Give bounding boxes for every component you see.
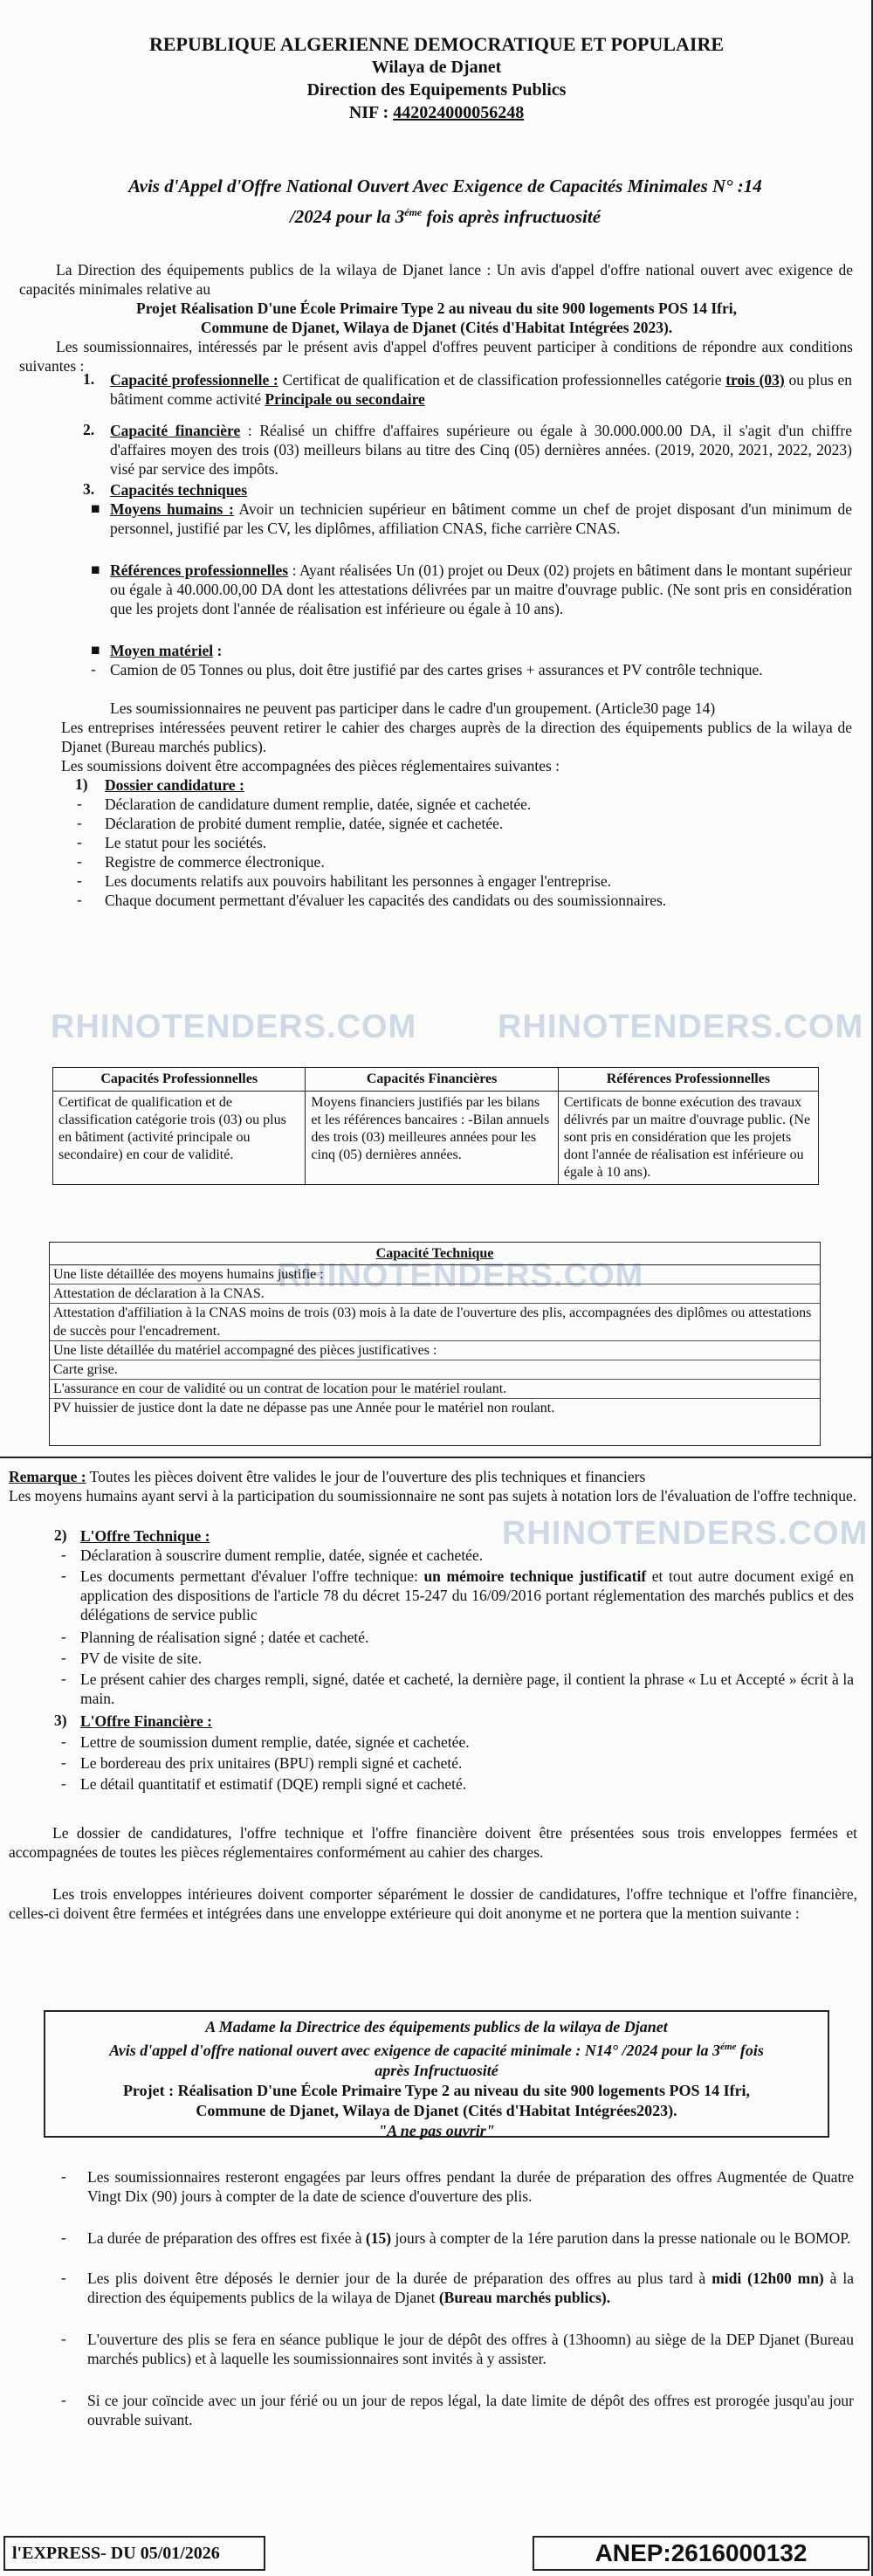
table-header: Capacités Professionnelles <box>53 1068 306 1092</box>
dash-icon: - <box>77 833 82 851</box>
capacite-technique-row: Attestation d'affiliation à la CNAS moins de trois (03) mois à la date de l'ouverture des plis, accompagnées des diplômes ou attestations de succès pour l'encadrement. <box>50 1304 820 1341</box>
project-title-line2: Commune de Djanet, Wilaya de Djanet (Cités d'Habitat Intégrées 2023). <box>200 319 673 336</box>
dash-icon: - <box>61 1628 66 1645</box>
newspaper-reference: l'EXPRESS- DU 05/01/2026 <box>3 2536 265 2571</box>
dash-icon: - <box>61 1567 66 1584</box>
dash-icon: - <box>61 2330 66 2347</box>
offre-technique-number: 2) <box>54 1526 67 1544</box>
mention-line: Projet : Réalisation D'une École Primaire Type 2 au niveau du site 900 logements POS 14 Ifri, <box>122 2082 751 2099</box>
condition-3-title: Capacités techniques <box>110 481 248 499</box>
offre-technique-item: PV de visite de site. <box>80 1650 203 1667</box>
table-header: Références Professionnelles <box>558 1068 818 1092</box>
dash-icon: - <box>91 660 96 678</box>
enveloppes-paragraph-2: Les trois enveloppes intérieures doivent comporter séparément le dossier de candidatures, l'offre technique et l'offre financière, celles-ci doivent être fermées et intégrées dans une enveloppe extérieure qui doit anonyme et ne portera que la mention suivante : <box>9 1885 857 1922</box>
offre-financiere-number: 3) <box>54 1712 67 1729</box>
mention-line: A Madame la Directrice des équipements publics de la wilaya de Djanet <box>205 2018 668 2035</box>
anep-reference: ANEP:2616000132 <box>533 2536 870 2571</box>
nif-value: 442024000056248 <box>393 103 525 122</box>
mention-line: "A ne pas ouvrir" <box>378 2122 495 2139</box>
final-item: Les plis doivent être déposés le dernier jour de la durée de préparation des offres au plus tard à midi (12h00 mn) à la direction des équipements publics de la wilaya de Djanet (Bureau marchés publics). <box>87 2269 854 2306</box>
wilaya-name: Wilaya de Djanet <box>371 58 502 77</box>
offre-financiere-item: Le détail quantitatif et estimatif (DQE) rempli signé et cacheté. <box>80 1775 467 1793</box>
dash-icon: - <box>61 1546 66 1563</box>
watermark: RHINOTENDERS.COM <box>498 1009 864 1045</box>
dossier-number: 1) <box>75 775 88 793</box>
moyen-materiel-title: Moyen matériel : <box>110 642 223 659</box>
condition-1-number: 1. <box>83 370 95 388</box>
dash-icon: - <box>61 2167 66 2185</box>
retrait-note: Les entreprises intéressées peuvent retirer le cahier des charges auprès de la direction des équipements publics de la wilaya de Djanet (Bureau marchés publics). <box>61 719 852 755</box>
capacite-technique-row: PV huissier de justice dont la date ne dépasse pas une Année pour le matériel non roulant. <box>53 1401 555 1415</box>
avis-title-line2: /2024 pour la $3^{éme}$ fois après infructuosité <box>289 206 601 227</box>
remarque: Remarque : Toutes les pièces doivent être valides le jour de l'ouverture des plis techniques et financiers <box>9 1468 646 1485</box>
intro-paragraph: La Direction des équipements publics de la wilaya de Djanet lance : Un avis d'appel d'offre national ouvert avec exigence de capacités minimales relative au <box>19 261 853 298</box>
offre-technique-item: Déclaration à souscrire dument remplie, datée, signée et cachetée. <box>80 1546 484 1564</box>
dash-icon: - <box>61 1670 66 1687</box>
bullet-icon: ■ <box>91 561 100 578</box>
condition-1: Capacité professionnelle : Certificat de qualification et de classification professionnelles catégorie trois (03) ou plus en bâtiment comme activité Principale ou secondaire <box>110 371 852 408</box>
watermark: RHINOTENDERS.COM <box>278 1257 644 1294</box>
final-item: Si ce jour coïncide avec un jour férié ou un jour de repos légal, la date limite de dépôt des offres est prorogée jusqu'au jour ouvrable suivant. <box>87 2392 854 2428</box>
enveloppe-mention-box <box>44 2010 829 2138</box>
final-item: Les soumissionnaires resteront engagées par leurs offres pendant la durée de préparation des offres Augmentée de Quatre Vingt Dix (90) jours à compter de la date de science d'ouverture des plis. <box>87 2168 854 2205</box>
dossier-item: Déclaration de candidature dument remplie, datée, signée et cachetée. <box>105 796 532 813</box>
final-item: L'ouverture des plis se fera en séance publique le jour de dépôt des offres à (13hoomn) au siège de la DEP Djanet (Bureau marchés publics) et à laquelle les soumissionnaires sont invités à y assister. <box>87 2331 854 2367</box>
condition-2-number: 2. <box>83 421 95 438</box>
nif-line <box>0 101 873 124</box>
offre-technique-item: Planning de réalisation signé ; datée et cacheté. <box>80 1629 369 1646</box>
dossier-item: Chaque document permettant d'évaluer les capacités des candidats ou des soumissionnaires. <box>105 892 667 909</box>
table-row <box>53 1092 819 1185</box>
moyen-materiel-text: Camion de 05 Tonnes ou plus, doit être justifié par des cartes grises + assurances et PV contrôle technique. <box>110 661 763 678</box>
dossier-item: Registre de commerce électronique. <box>105 853 325 871</box>
capacite-technique-title: Capacité Technique <box>50 1243 820 1265</box>
watermark: RHINOTENDERS.COM <box>502 1515 869 1552</box>
capacite-technique-row: Une liste détaillée du matériel accompagné des pièces justificatives : <box>50 1341 820 1360</box>
enveloppes-paragraph-1: Le dossier de candidatures, l'offre technique et l'offre financière doivent être présentées sous trois enveloppes fermées et accompagnées de toutes les pièces réglementaires conformément au cahier des charges. <box>9 1824 857 1861</box>
nif-label: NIF : <box>348 103 394 122</box>
dash-icon: - <box>61 2269 66 2286</box>
project-title-line1: Projet Réalisation D'une École Primaire Type 2 au niveau du site 900 logements POS 14 Ifri, <box>136 300 737 317</box>
table-header: Capacités Financières <box>306 1068 558 1092</box>
watermark: RHINOTENDERS.COM <box>51 1009 417 1045</box>
avis-title-line1: Avis d'Appel d'Offre National Ouvert Avec Exigence de Capacités Minimales N° :14 <box>128 176 762 196</box>
references-professionnelles: Références professionnelles : Ayant réalisées Un (01) projet ou Deux (02) projets en bâtiment dans le montant supérieur ou égale à 40.000.00,00 DA dont les attestations délivrées par un maitre d'ouvrage public. (Ne sont pris en considération que les projets dont l'année de réalisation est inférieure ou égale à 10 ans). <box>110 561 853 617</box>
table-header-row <box>53 1068 819 1092</box>
direction-name: Direction des Equipements Publics <box>306 80 567 100</box>
offre-technique-title: L'Offre Technique : <box>80 1527 210 1545</box>
table-cell: Certificat de qualification et de classification catégorie trois (03) ou plus en bâtiment (activité principale ou secondaire) en cour de validité. <box>53 1092 306 1185</box>
dossier-item: Les documents relatifs aux pouvoirs habilitant les personnes à engager l'entreprise. <box>105 872 611 890</box>
condition-3-number: 3. <box>83 480 95 498</box>
capacite-technique-row: L'assurance en cour de validité ou un contrat de location pour le matériel roulant. <box>50 1380 820 1399</box>
dash-icon: - <box>77 795 82 812</box>
capacite-technique-row: Carte grise. <box>50 1360 820 1380</box>
capacite-technique-box <box>49 1242 821 1446</box>
mention-line: Avis d'appel d'offre national ouvert avec exigence de capacité minimale : N14° /2024 pour la $3^{éme}$ fois <box>109 2042 764 2059</box>
dash-icon: - <box>77 852 82 870</box>
dossier-item: Déclaration de probité dument remplie, datée, signée et cachetée. <box>105 815 504 832</box>
table-cell: Moyens financiers justifiés par les bilans et les références bancaires : -Bilan annuels des trois (03) meilleures années pour les cinq (05) dernières années. <box>306 1092 558 1185</box>
republic-title: REPUBLIQUE ALGERIENNE DEMOCRATIQUE ET POPULAIRE <box>148 33 725 55</box>
offre-financiere-title: L'Offre Financière : <box>80 1712 212 1730</box>
dash-icon: - <box>77 814 82 831</box>
dossier-item: Le statut pour les sociétés. <box>105 834 267 851</box>
bullet-icon: ■ <box>91 641 100 658</box>
dash-icon: - <box>61 1774 66 1792</box>
groupement-note: Les soumissionnaires ne peuvent pas participer dans le cadre d'un groupement. (Article30 page 14) <box>110 699 716 717</box>
offre-technique-item: Le présent cahier des charges rempli, signé, datée et cacheté, la dernière page, il contient la phrase « Lu et Accepté » écrit à la main. <box>80 1670 854 1707</box>
mention-line: Commune de Djanet, Wilaya de Djanet (Cités d'Habitat Intégrées2023). <box>196 2102 677 2119</box>
dossier-title: Dossier candidature : <box>105 776 244 794</box>
dash-icon: - <box>61 2391 66 2408</box>
pieces-intro: Les soumissions doivent être accompagnées des pièces réglementaires suivantes : <box>61 757 560 775</box>
dash-icon: - <box>61 1649 66 1666</box>
final-item: La durée de préparation des offres est fixée à (15) jours à compter de la 1ére parution dans la presse nationale ou le BOMOP. <box>87 2229 851 2247</box>
mention-line: après Infructuosité <box>375 2062 498 2079</box>
table-cell: Certificats de bonne exécution des travaux délivrés par un maitre d'ouvrage public. (Ne sont pris en considération que les projets dont l'année de réalisation est inférieure ou égale à 10 ans). <box>558 1092 818 1185</box>
conditions-intro: Les soumissionnaires, intéressés par le présent avis d'appel d'offres peuvent participer à conditions de répondre aux conditions suivantes : <box>19 338 853 375</box>
capacites-table <box>52 1067 819 1185</box>
condition-2: Capacité financière : Réalisé un chiffre d'affaires supérieure ou égale à 30.000.000.00 DA, il s'agit d'un chiffre d'affaires moyen des trois (03) meilleurs bilans au titre des Cinq (05) dernières années. (2019, 2020, 2021, 2022, 2023) visé par service des impôts. <box>110 422 852 478</box>
avis-title <box>87 173 803 230</box>
dash-icon: - <box>77 871 82 889</box>
capacite-technique-row: Une liste détaillée des moyens humains justifie : <box>50 1265 820 1285</box>
document-header <box>0 33 873 124</box>
offre-technique-item: Les documents permettant d'évaluer l'offre technique: un mémoire technique justificatif et tout autre document exigé en application des dispositions de l'article 78 du décret 15-247 du 16/09/2016 portant réglementation des marchés publics et des délégations de service public <box>80 1567 854 1623</box>
section-divider <box>0 1457 873 1458</box>
offre-financiere-item: Le bordereau des prix unitaires (BPU) rempli signé et cacheté. <box>80 1754 463 1772</box>
capacite-technique-row: Attestation de déclaration à la CNAS. <box>50 1285 820 1304</box>
bullet-icon: ■ <box>91 499 100 517</box>
moyens-humains: Moyens humains : Avoir un technicien supérieur en bâtiment comme un chef de projet disposant d'un minimum de personnel, justifié par les CV, les diplômes, affiliation CNAS, fiche carrière CNAS. <box>110 500 852 537</box>
offre-financiere-item: Lettre de soumission dument remplie, datée, signée et cachetée. <box>80 1733 470 1751</box>
dash-icon: - <box>61 1732 66 1750</box>
dash-icon: - <box>61 2228 66 2246</box>
dash-icon: - <box>77 891 82 908</box>
dash-icon: - <box>61 1753 66 1771</box>
remarque-text2: Les moyens humains ayant servi à la participation du soumissionnaire ne sont pas sujets à notation lors de l'évaluation de l'offre technique. <box>9 1487 857 1505</box>
